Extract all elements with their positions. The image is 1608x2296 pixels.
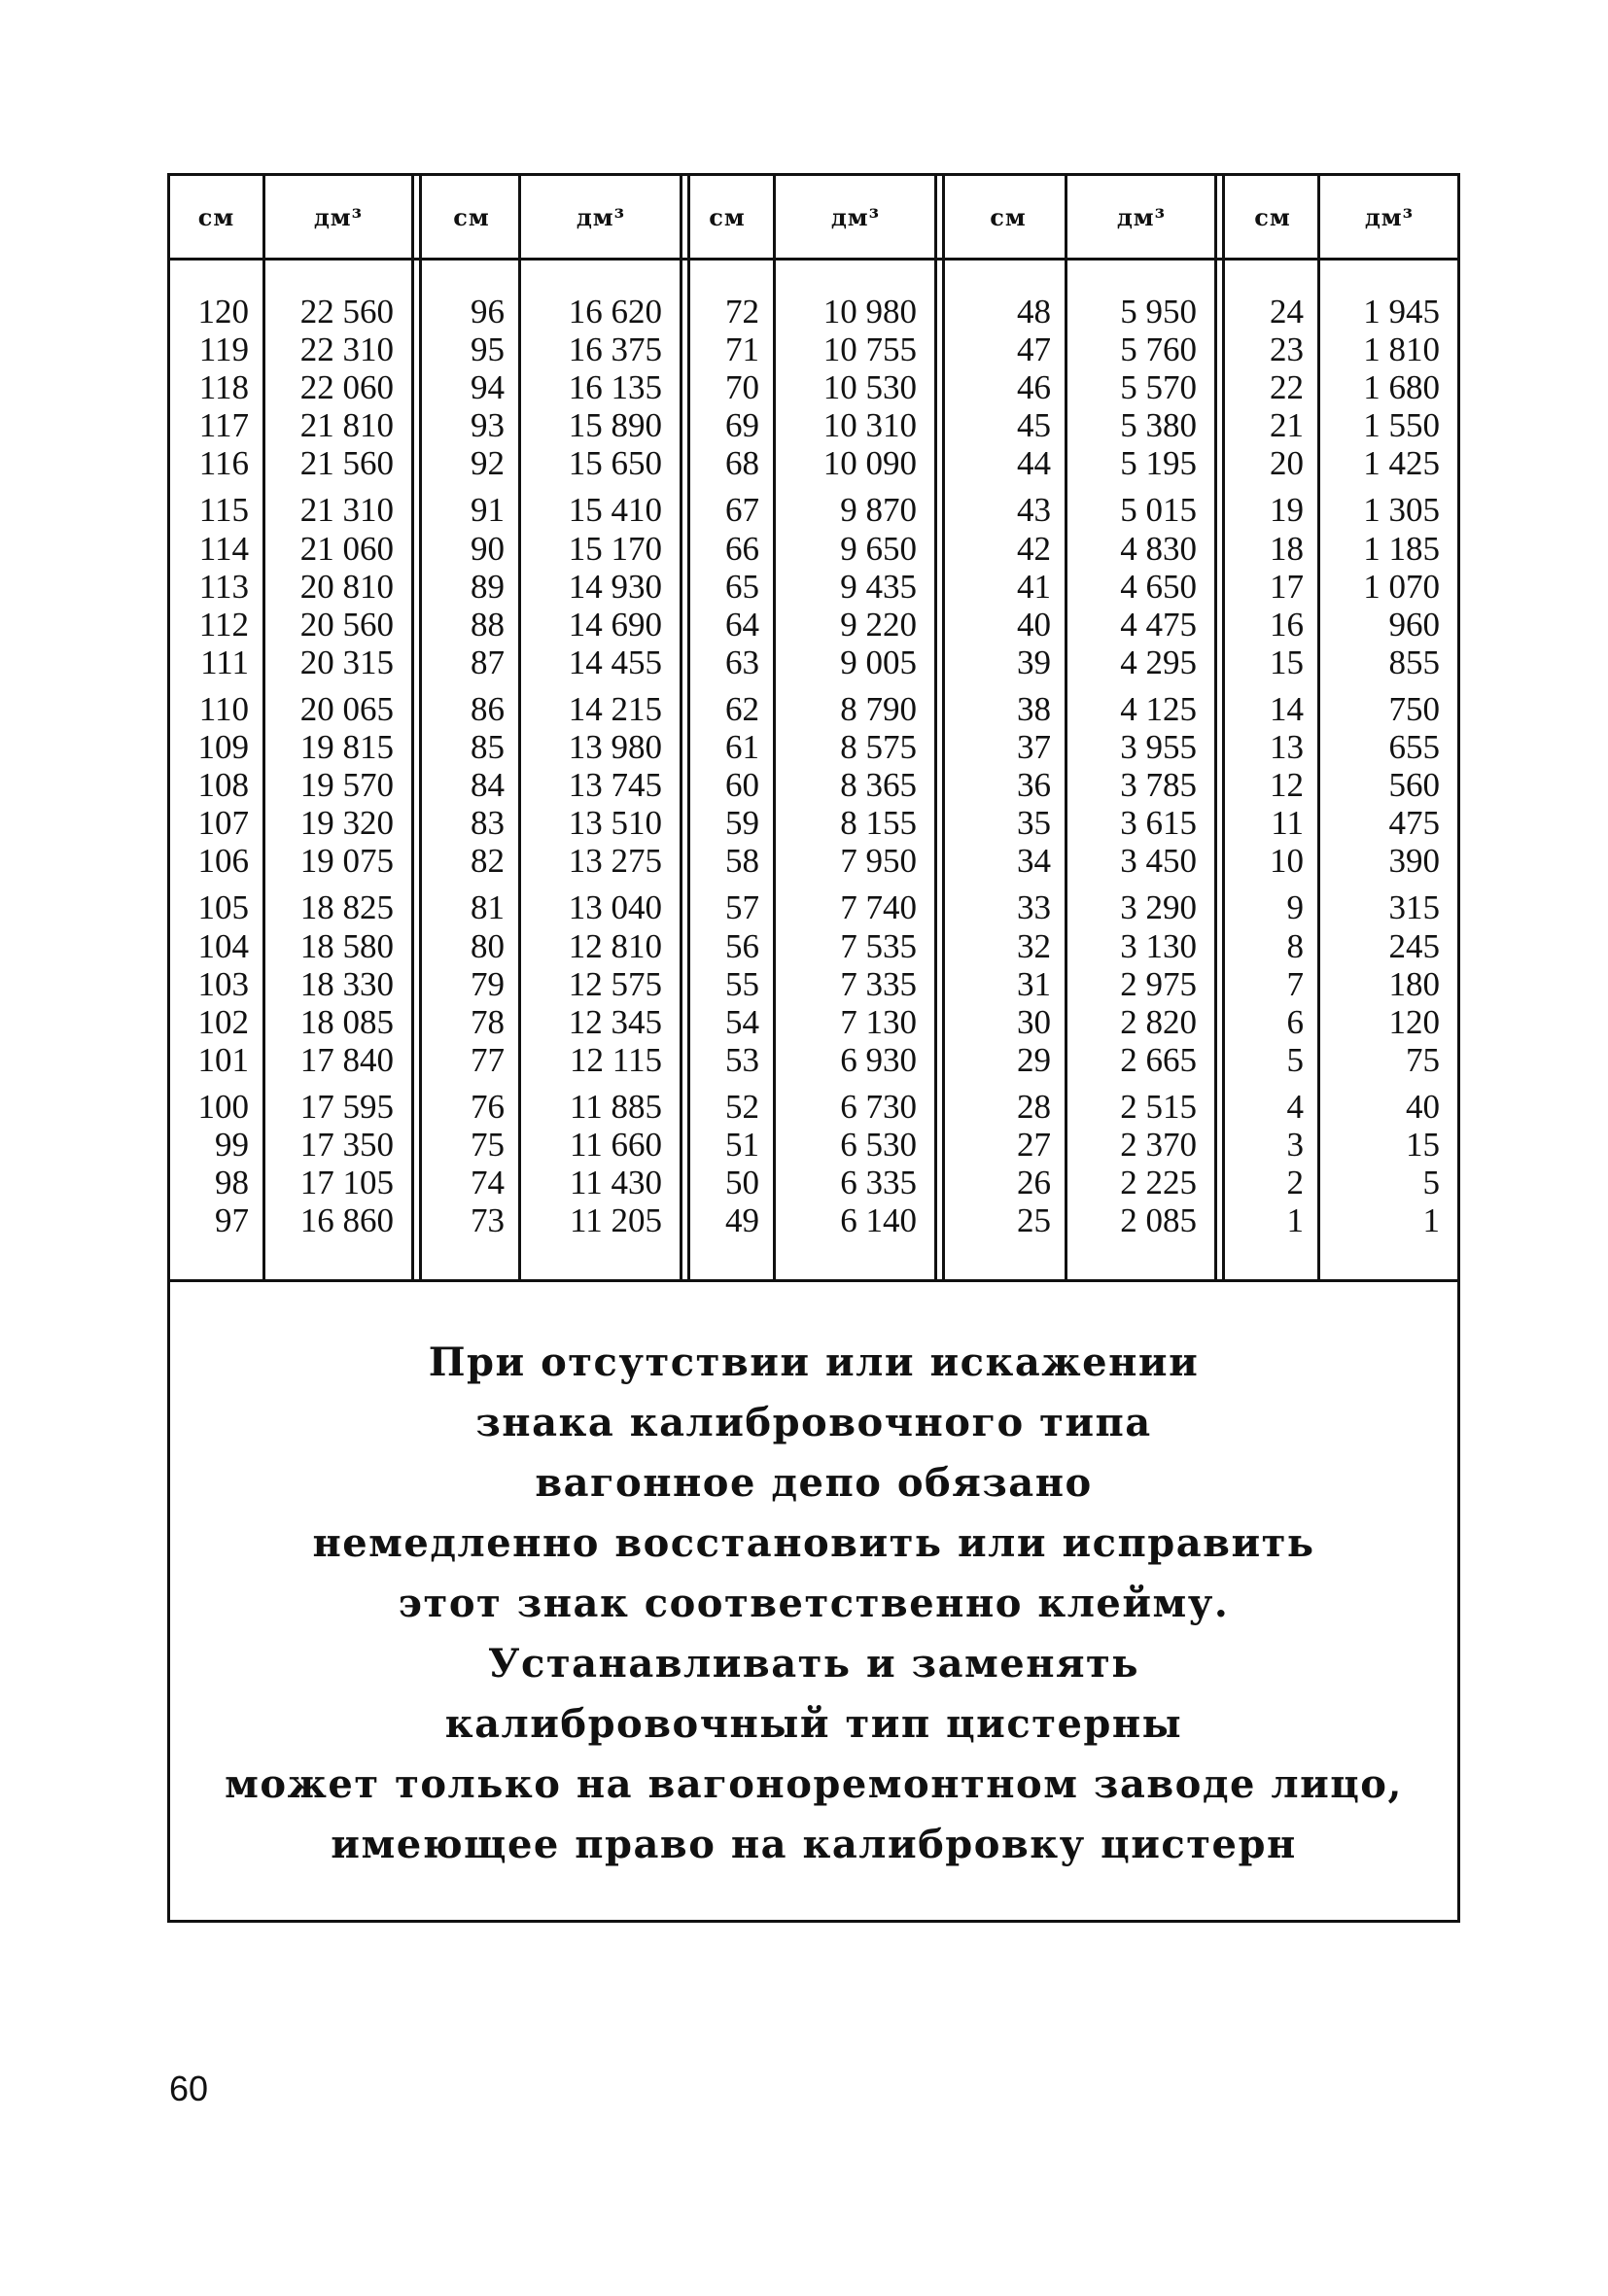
- dm3-column: [785, 293, 917, 1239]
- cm-value: 33: [1017, 888, 1051, 927]
- dm3-value: 2 820: [1120, 1002, 1197, 1041]
- cm-value: 3: [1286, 1125, 1304, 1164]
- cm-value: 108: [197, 766, 249, 805]
- dm3-value: 12 345: [568, 1002, 662, 1041]
- dm3-value: 855: [1388, 643, 1440, 681]
- dm3-value: 13 745: [568, 766, 662, 805]
- cm-value: 49: [725, 1201, 759, 1240]
- cm-value: 8: [1286, 926, 1304, 965]
- cm-value: 41: [1017, 567, 1051, 606]
- dm3-value: 2 370: [1120, 1125, 1197, 1164]
- cm-value: 87: [471, 643, 505, 681]
- cm-value: 112: [198, 605, 249, 644]
- dm3-value: 15 890: [568, 406, 662, 445]
- cm-value: 10: [1270, 842, 1304, 881]
- cm-value: 80: [471, 926, 505, 965]
- cm-value: 35: [1017, 804, 1051, 843]
- cm-value: 62: [725, 689, 759, 728]
- dm3-value: 13 275: [568, 842, 662, 881]
- cm-column: [178, 293, 249, 1239]
- cm-value: 20: [1270, 444, 1304, 483]
- cm-value: 50: [725, 1164, 759, 1202]
- cm-value: 40: [1017, 605, 1051, 644]
- dm3-value: 14 690: [568, 605, 662, 644]
- cm-value: 44: [1017, 444, 1051, 483]
- dm3-value: 16 375: [568, 330, 662, 369]
- dm3-value: 21 310: [299, 491, 394, 530]
- dm3-value: 20 315: [299, 643, 394, 681]
- cm-value: 52: [725, 1087, 759, 1126]
- cm-value: 109: [197, 728, 249, 767]
- dm3-value: 17 595: [299, 1087, 394, 1126]
- dm3-value: 6 530: [840, 1125, 917, 1164]
- dm3-value: 3 955: [1120, 728, 1197, 767]
- dm3-value: 2 665: [1120, 1040, 1197, 1079]
- cm-value: 29: [1017, 1040, 1051, 1079]
- dm3-value: 10 530: [822, 368, 917, 407]
- dm3-value: 22 560: [299, 293, 394, 330]
- cm-value: 120: [197, 293, 249, 330]
- dm3-value: 120: [1388, 1002, 1440, 1041]
- dm3-value: 5 195: [1120, 444, 1197, 483]
- cm-value: 95: [471, 330, 505, 369]
- cm-value: 26: [1017, 1164, 1051, 1202]
- cm-value: 9: [1286, 888, 1304, 927]
- dm3-value: 19 815: [299, 728, 394, 767]
- cm-value: 75: [471, 1125, 505, 1164]
- dm3-value: 19 570: [299, 766, 394, 805]
- cm-value: 117: [198, 406, 249, 445]
- table-bottom-divider: [170, 1279, 1457, 1282]
- dm3-value: 475: [1388, 804, 1440, 843]
- dm3-value: 18 085: [299, 1002, 394, 1041]
- dm3-value: 10 980: [822, 293, 917, 330]
- cm-value: 98: [215, 1164, 249, 1202]
- dm3-value: 10 755: [822, 330, 917, 369]
- dm3-value: 14 930: [568, 567, 662, 606]
- dm3-value: 17 840: [299, 1040, 394, 1079]
- cm-value: 74: [471, 1164, 505, 1202]
- cm-value: 72: [725, 293, 759, 330]
- cm-value: 84: [471, 766, 505, 805]
- dm3-value: 21 810: [299, 406, 394, 445]
- dm3-column: [530, 293, 662, 1239]
- cm-value: 104: [197, 926, 249, 965]
- dm3-value: 1 305: [1363, 491, 1440, 530]
- dm3-value: 11 205: [570, 1201, 662, 1240]
- cm-value: 73: [471, 1201, 505, 1240]
- cm-value: 4: [1286, 1087, 1304, 1126]
- dm3-value: 75: [1406, 1040, 1440, 1079]
- cm-column: [960, 293, 1051, 1239]
- dm3-value: 18 330: [299, 964, 394, 1003]
- dm3-value: 560: [1388, 766, 1440, 805]
- dm3-value: 11 660: [570, 1125, 662, 1164]
- column-divider: [1317, 176, 1320, 1279]
- cm-value: 55: [725, 964, 759, 1003]
- dm3-value: 14 455: [568, 643, 662, 681]
- cm-value: 107: [197, 804, 249, 843]
- dm3-column: [273, 293, 394, 1239]
- note-line: При отсутствии или искажении: [428, 1339, 1200, 1385]
- cm-value: 21: [1270, 406, 1304, 445]
- cm-value: 2: [1286, 1164, 1304, 1202]
- cm-value: 103: [197, 964, 249, 1003]
- dm3-value: 20 560: [299, 605, 394, 644]
- dm3-value: 4 295: [1120, 643, 1197, 681]
- cm-value: 100: [197, 1087, 249, 1126]
- dm3-value: 1 810: [1363, 330, 1440, 369]
- dm3-value: 8 155: [840, 804, 917, 843]
- dm3-value: 22 310: [299, 330, 394, 369]
- note-line: вагонное депо обязано: [535, 1460, 1093, 1506]
- cm-value: 31: [1017, 964, 1051, 1003]
- cm-value: 46: [1017, 368, 1051, 407]
- note-line: может только на вагоноремонтном заводе лицо,: [225, 1761, 1403, 1807]
- dm3-value: 9 220: [840, 605, 917, 644]
- dm3-value: 21 560: [299, 444, 394, 483]
- dm3-value: 8 575: [840, 728, 917, 767]
- dm3-value: 6 730: [840, 1087, 917, 1126]
- header-dm3: дм³: [313, 202, 364, 231]
- dm3-value: 13 510: [568, 804, 662, 843]
- cm-value: 11: [1271, 804, 1304, 843]
- dm3-value: 20 065: [299, 689, 394, 728]
- dm3-value: 17 350: [299, 1125, 394, 1164]
- dm3-value: 1 550: [1363, 406, 1440, 445]
- dm3-value: 9 650: [840, 529, 917, 568]
- cm-value: 89: [471, 567, 505, 606]
- header-cm: см: [1254, 202, 1291, 231]
- cm-value: 18: [1270, 529, 1304, 568]
- dm3-value: 315: [1388, 888, 1440, 927]
- dm3-value: 8 365: [840, 766, 917, 805]
- cm-value: 65: [725, 567, 759, 606]
- dm3-value: 7 740: [840, 888, 917, 927]
- dm3-value: 18 825: [299, 888, 394, 927]
- header-divider: [170, 258, 1457, 261]
- cm-value: 119: [198, 330, 249, 369]
- cm-value: 61: [725, 728, 759, 767]
- dm3-value: 13 980: [568, 728, 662, 767]
- dm3-value: 1 945: [1363, 293, 1440, 330]
- header-cm: см: [990, 202, 1027, 231]
- note-line: немедленно восстановить или исправить: [312, 1520, 1315, 1566]
- cm-value: 92: [471, 444, 505, 483]
- cm-value: 78: [471, 1002, 505, 1041]
- dm3-value: 12 575: [568, 964, 662, 1003]
- note-line: калибровочный тип цистерны: [444, 1701, 1183, 1747]
- header-cm: см: [197, 202, 235, 231]
- cm-value: 48: [1017, 293, 1051, 330]
- cm-value: 19: [1270, 491, 1304, 530]
- cm-value: 94: [471, 368, 505, 407]
- dm3-value: 6 335: [840, 1164, 917, 1202]
- cm-value: 99: [215, 1125, 249, 1164]
- dm3-value: 16 135: [568, 368, 662, 407]
- dm3-value: 245: [1388, 926, 1440, 965]
- dm3-value: 3 615: [1120, 804, 1197, 843]
- dm3-value: 1: [1422, 1201, 1440, 1240]
- dm3-value: 20 810: [299, 567, 394, 606]
- calibration-table: [170, 176, 1457, 1282]
- cm-value: 60: [725, 766, 759, 805]
- cm-value: 82: [471, 842, 505, 881]
- cm-value: 66: [725, 529, 759, 568]
- dm3-value: 2 225: [1120, 1164, 1197, 1202]
- cm-value: 83: [471, 804, 505, 843]
- cm-value: 81: [471, 888, 505, 927]
- cm-value: 16: [1270, 605, 1304, 644]
- cm-value: 88: [471, 605, 505, 644]
- dm3-value: 3 290: [1120, 888, 1197, 927]
- dm3-value: 5 950: [1120, 293, 1197, 330]
- dm3-value: 11 885: [570, 1087, 662, 1126]
- dm3-value: 5 570: [1120, 368, 1197, 407]
- dm3-column: [1076, 293, 1197, 1239]
- header-dm3: дм³: [1116, 202, 1167, 231]
- column-divider: [773, 176, 776, 1279]
- dm3-value: 6 930: [840, 1040, 917, 1079]
- cm-value: 116: [198, 444, 249, 483]
- dm3-value: 3 785: [1120, 766, 1197, 805]
- cm-value: 57: [725, 888, 759, 927]
- cm-value: 118: [198, 368, 249, 407]
- dm3-value: 40: [1406, 1087, 1440, 1126]
- cm-value: 91: [471, 491, 505, 530]
- cm-value: 97: [215, 1201, 249, 1240]
- cm-value: 32: [1017, 926, 1051, 965]
- dm3-value: 3 130: [1120, 926, 1197, 965]
- cm-value: 68: [725, 444, 759, 483]
- cm-value: 7: [1286, 964, 1304, 1003]
- dm3-value: 11 430: [570, 1164, 662, 1202]
- column-divider: [518, 176, 521, 1279]
- cm-value: 111: [200, 643, 249, 681]
- cm-value: 27: [1017, 1125, 1051, 1164]
- note-line: имеющее право на калибровку цистерн: [331, 1822, 1297, 1867]
- dm3-value: 18 580: [299, 926, 394, 965]
- dm3-value: 15 410: [568, 491, 662, 530]
- dm3-column: [1329, 293, 1440, 1239]
- cm-value: 24: [1270, 293, 1304, 330]
- page-number: 60: [169, 2069, 209, 2108]
- cm-value: 15: [1270, 643, 1304, 681]
- cm-value: 71: [725, 330, 759, 369]
- cm-value: 12: [1270, 766, 1304, 805]
- cm-value: 23: [1270, 330, 1304, 369]
- dm3-value: 655: [1388, 728, 1440, 767]
- dm3-value: 5 015: [1120, 491, 1197, 530]
- cm-value: 5: [1286, 1040, 1304, 1079]
- column-divider: [1065, 176, 1067, 1279]
- cm-value: 1: [1286, 1201, 1304, 1240]
- dm3-value: 6 140: [840, 1201, 917, 1240]
- note-line: этот знак соответственно клейму.: [398, 1581, 1230, 1626]
- dm3-value: 9 870: [840, 491, 917, 530]
- cm-value: 56: [725, 926, 759, 965]
- cm-value: 63: [725, 643, 759, 681]
- dm3-value: 1 070: [1363, 567, 1440, 606]
- dm3-value: 2 515: [1120, 1087, 1197, 1126]
- cm-value: 102: [197, 1002, 249, 1041]
- cm-value: 64: [725, 605, 759, 644]
- cm-value: 43: [1017, 491, 1051, 530]
- cm-value: 34: [1017, 842, 1051, 881]
- cm-value: 6: [1286, 1002, 1304, 1041]
- dm3-value: 4 830: [1120, 529, 1197, 568]
- cm-value: 47: [1017, 330, 1051, 369]
- dm3-value: 9 005: [840, 643, 917, 681]
- dm3-value: 5: [1422, 1164, 1440, 1202]
- cm-value: 67: [725, 491, 759, 530]
- dm3-value: 1 185: [1363, 529, 1440, 568]
- cm-value: 22: [1270, 368, 1304, 407]
- dm3-value: 15: [1406, 1125, 1440, 1164]
- group-divider: [1214, 176, 1225, 1279]
- cm-value: 85: [471, 728, 505, 767]
- cm-value: 30: [1017, 1002, 1051, 1041]
- cm-value: 110: [198, 689, 249, 728]
- cm-value: 69: [725, 406, 759, 445]
- cm-value: 53: [725, 1040, 759, 1079]
- dm3-value: 180: [1388, 964, 1440, 1003]
- dm3-value: 2 085: [1120, 1201, 1197, 1240]
- dm3-value: 7 335: [840, 964, 917, 1003]
- cm-value: 93: [471, 406, 505, 445]
- calibration-table-frame: [167, 173, 1460, 1923]
- dm3-value: 4 650: [1120, 567, 1197, 606]
- cm-value: 79: [471, 964, 505, 1003]
- header-cm: см: [709, 202, 746, 231]
- cm-value: 115: [198, 491, 249, 530]
- dm3-value: 14 215: [568, 689, 662, 728]
- dm3-value: 21 060: [299, 529, 394, 568]
- cm-value: 14: [1270, 689, 1304, 728]
- cm-value: 90: [471, 529, 505, 568]
- cm-value: 42: [1017, 529, 1051, 568]
- cm-value: 13: [1270, 728, 1304, 767]
- dm3-value: 15 650: [568, 444, 662, 483]
- dm3-value: 19 075: [299, 842, 394, 881]
- dm3-value: 8 790: [840, 689, 917, 728]
- dm3-value: 5 380: [1120, 406, 1197, 445]
- dm3-value: 16 620: [568, 293, 662, 330]
- dm3-value: 19 320: [299, 804, 394, 843]
- cm-value: 58: [725, 842, 759, 881]
- cm-column: [689, 293, 759, 1239]
- dm3-value: 10 090: [822, 444, 917, 483]
- header-dm3: дм³: [830, 202, 881, 231]
- dm3-value: 2 975: [1120, 964, 1197, 1003]
- dm3-value: 4 125: [1120, 689, 1197, 728]
- cm-value: 114: [198, 529, 249, 568]
- dm3-value: 1 425: [1363, 444, 1440, 483]
- cm-value: 25: [1017, 1201, 1051, 1240]
- cm-value: 37: [1017, 728, 1051, 767]
- dm3-value: 5 760: [1120, 330, 1197, 369]
- cm-column: [433, 293, 505, 1239]
- cm-value: 77: [471, 1040, 505, 1079]
- header-dm3: дм³: [576, 202, 626, 231]
- cm-column: [1236, 293, 1304, 1239]
- dm3-value: 22 060: [299, 368, 394, 407]
- dm3-value: 1 680: [1363, 368, 1440, 407]
- dm3-value: 15 170: [568, 529, 662, 568]
- dm3-value: 9 435: [840, 567, 917, 606]
- note-line: знака калибровочного типа: [475, 1400, 1152, 1445]
- cm-value: 76: [471, 1087, 505, 1126]
- cm-value: 36: [1017, 766, 1051, 805]
- dm3-value: 7 950: [840, 842, 917, 881]
- cm-value: 17: [1270, 567, 1304, 606]
- group-divider: [411, 176, 422, 1279]
- cm-value: 105: [197, 888, 249, 927]
- note-line: Устанавливать и заменять: [488, 1641, 1139, 1687]
- cm-value: 70: [725, 368, 759, 407]
- cm-value: 106: [197, 842, 249, 881]
- dm3-value: 12 810: [568, 926, 662, 965]
- cm-value: 59: [725, 804, 759, 843]
- dm3-value: 4 475: [1120, 605, 1197, 644]
- header-dm3: дм³: [1364, 202, 1415, 231]
- dm3-value: 10 310: [822, 406, 917, 445]
- dm3-value: 12 115: [570, 1040, 662, 1079]
- dm3-value: 7 535: [840, 926, 917, 965]
- dm3-value: 390: [1388, 842, 1440, 881]
- cm-value: 113: [198, 567, 249, 606]
- cm-value: 54: [725, 1002, 759, 1041]
- dm3-value: 960: [1388, 605, 1440, 644]
- dm3-value: 750: [1388, 689, 1440, 728]
- header-cm: см: [453, 202, 490, 231]
- cm-value: 45: [1017, 406, 1051, 445]
- cm-value: 39: [1017, 643, 1051, 681]
- cm-value: 28: [1017, 1087, 1051, 1126]
- calibration-note: [170, 1333, 1457, 1875]
- cm-value: 51: [725, 1125, 759, 1164]
- cm-value: 86: [471, 689, 505, 728]
- group-divider: [934, 176, 945, 1279]
- cm-value: 96: [471, 293, 505, 330]
- dm3-value: 7 130: [840, 1002, 917, 1041]
- dm3-value: 17 105: [299, 1164, 394, 1202]
- dm3-value: 3 450: [1120, 842, 1197, 881]
- cm-value: 101: [197, 1040, 249, 1079]
- dm3-value: 16 860: [299, 1201, 394, 1240]
- dm3-value: 13 040: [568, 888, 662, 927]
- cm-value: 38: [1017, 689, 1051, 728]
- column-divider: [262, 176, 265, 1279]
